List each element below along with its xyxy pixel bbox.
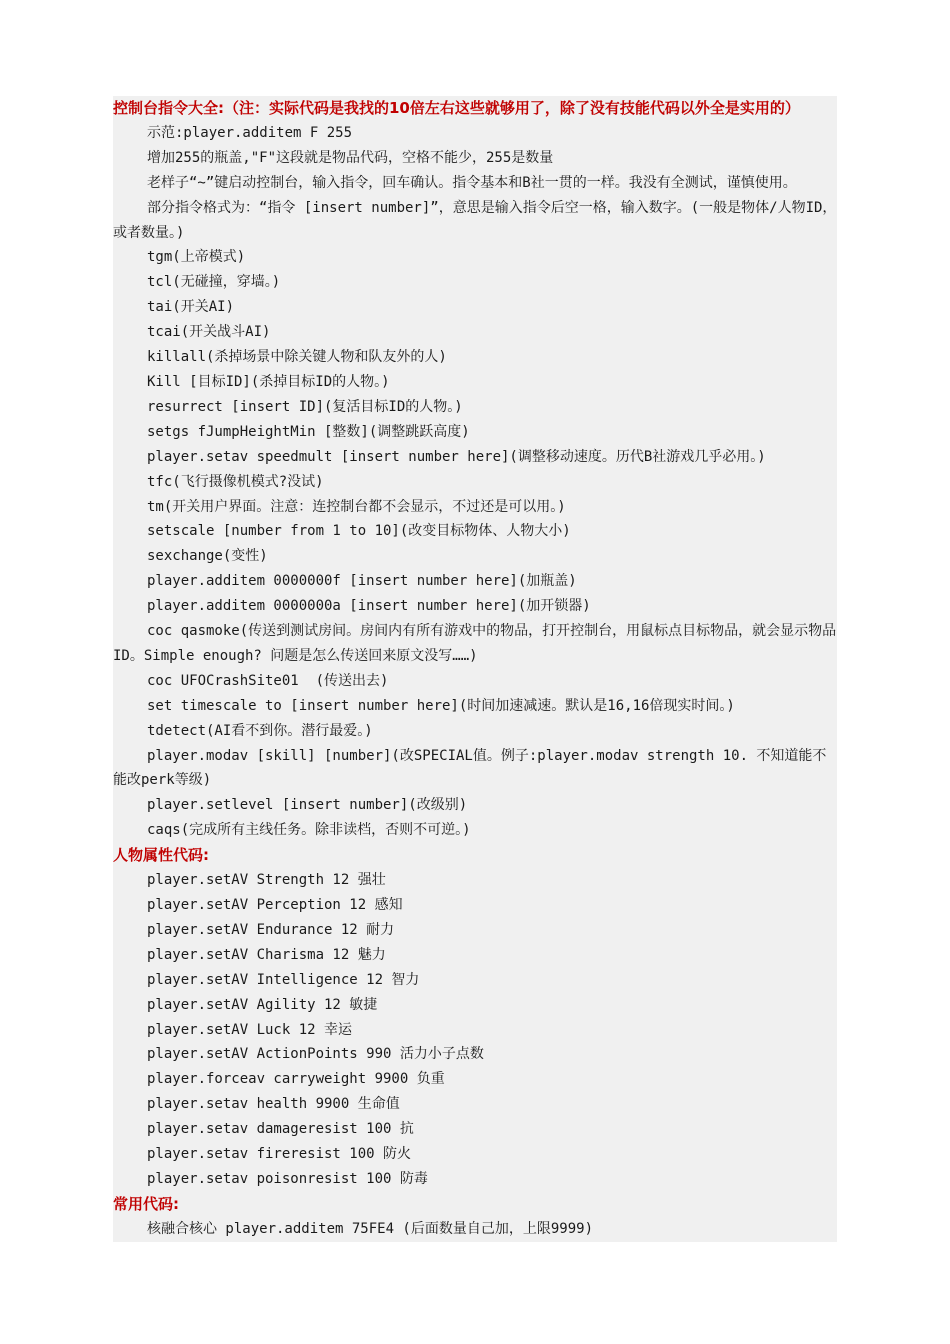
- command-line: sexchange(变性): [147, 548, 268, 565]
- command-line: player.additem 0000000f [insert number here](加瓶盖): [147, 573, 577, 590]
- attribute-line: player.setAV Luck 12 幸运: [147, 1021, 353, 1038]
- command-line: setscale [number from 1 to 10](改变目标物体、人物大小): [147, 523, 571, 540]
- intro-line: 部分指令格式为：“指令 [insert number]”，意思是输入指令后空一格，输入数字。(一般是物体/人物ID，或者数量。): [113, 199, 837, 241]
- command-line: tgm(上帝模式): [147, 249, 246, 266]
- attribute-line: player.setAV Endurance 12 耐力: [147, 921, 395, 938]
- attribute-line: player.setAV Agility 12 敏捷: [147, 996, 378, 1013]
- command-line: resurrect [insert ID](复活目标ID的人物。): [147, 398, 463, 415]
- command-line: Kill [目标ID](杀掉目标ID的人物。): [147, 373, 390, 390]
- attribute-line: player.setav damageresist 100 抗: [147, 1121, 414, 1138]
- attribute-line: player.forceav carryweight 9900 负重: [147, 1071, 445, 1088]
- heading-console-commands: 控制台指令大全:（注：实际代码是我找的10倍左右这些就够用了，除了没有技能代码以外全是实用的）: [113, 99, 800, 117]
- document-page: [113, 96, 837, 1242]
- common-line: 核融合核心 player.additem 75FE4 (后面数量自己加，上限9999): [147, 1220, 594, 1237]
- attribute-line: player.setAV Intelligence 12 智力: [147, 971, 420, 988]
- command-line: player.setlevel [insert number](改级别): [147, 797, 468, 814]
- attribute-line: player.setAV Strength 12 强壮: [147, 872, 386, 889]
- text-block: [113, 96, 837, 1242]
- attribute-line: player.setav fireresist 100 防火: [147, 1146, 412, 1163]
- command-line: tdetect(AI看不到你。潜行最爱。): [147, 722, 373, 739]
- attribute-line: player.setAV Charisma 12 魅力: [147, 946, 386, 963]
- intro-line: 增加255的瓶盖,"F"这段就是物品代码，空格不能少，255是数量: [147, 149, 554, 166]
- command-line: tai(开关AI): [147, 299, 235, 316]
- attribute-line: player.setav health 9900 生命值: [147, 1096, 400, 1113]
- command-line: tcai(开关战斗AI): [147, 324, 271, 341]
- attribute-line: player.setAV Perception 12 感知: [147, 897, 403, 913]
- command-line: caqs(完成所有主线任务。除非读档，否则不可逆。): [147, 822, 471, 839]
- command-line: killall(杀掉场景中除关键人物和队友外的人): [147, 349, 447, 366]
- command-line: player.modav [skill] [number](改SPECIAL值。例子:player.modav strength 10. 不知道能不能改perk等级): [113, 747, 827, 789]
- command-line: setgs fJumpHeightMin [整数](调整跳跃高度): [147, 423, 470, 440]
- intro-line: 老样子“~”键启动控制台，输入指令，回车确认。指令基本和B社一贯的一样。我没有全测试，谨慎使用。: [147, 174, 797, 191]
- command-line: tcl(无碰撞，穿墙。): [147, 274, 281, 291]
- command-line: tfc(飞行摄像机模式?没试): [147, 473, 324, 490]
- heading-common-codes: 常用代码:: [113, 1194, 179, 1213]
- command-line: coc qasmoke(传送到测试房间。房间内有所有游戏中的物品，打开控制台，用鼠标点目标物品，就会显示物品ID。Simple enough? 问题是怎么传送回来原文没写……): [113, 623, 837, 664]
- command-line: player.additem 0000000a [insert number here](加开锁器): [147, 598, 591, 615]
- heading-attribute-codes: 人物属性代码:: [113, 846, 209, 865]
- command-line: player.setav speedmult [insert number here](调整移动速度。历代B社游戏几乎必用。): [147, 448, 766, 465]
- attribute-line: player.setav poisonresist 100 防毒: [147, 1170, 428, 1187]
- command-line: tm(开关用户界面。注意：连控制台都不会显示，不过还是可以用。): [147, 498, 566, 515]
- command-line: coc UFOCrashSite01 (传送出去): [147, 672, 389, 689]
- attribute-line: player.setAV ActionPoints 990 活力小子点数: [147, 1046, 484, 1063]
- intro-line: 示范:player.additem F 255: [147, 124, 353, 141]
- command-line: set timescale to [insert number here](时间加速减速。默认是16,16倍现实时间。): [147, 697, 735, 714]
